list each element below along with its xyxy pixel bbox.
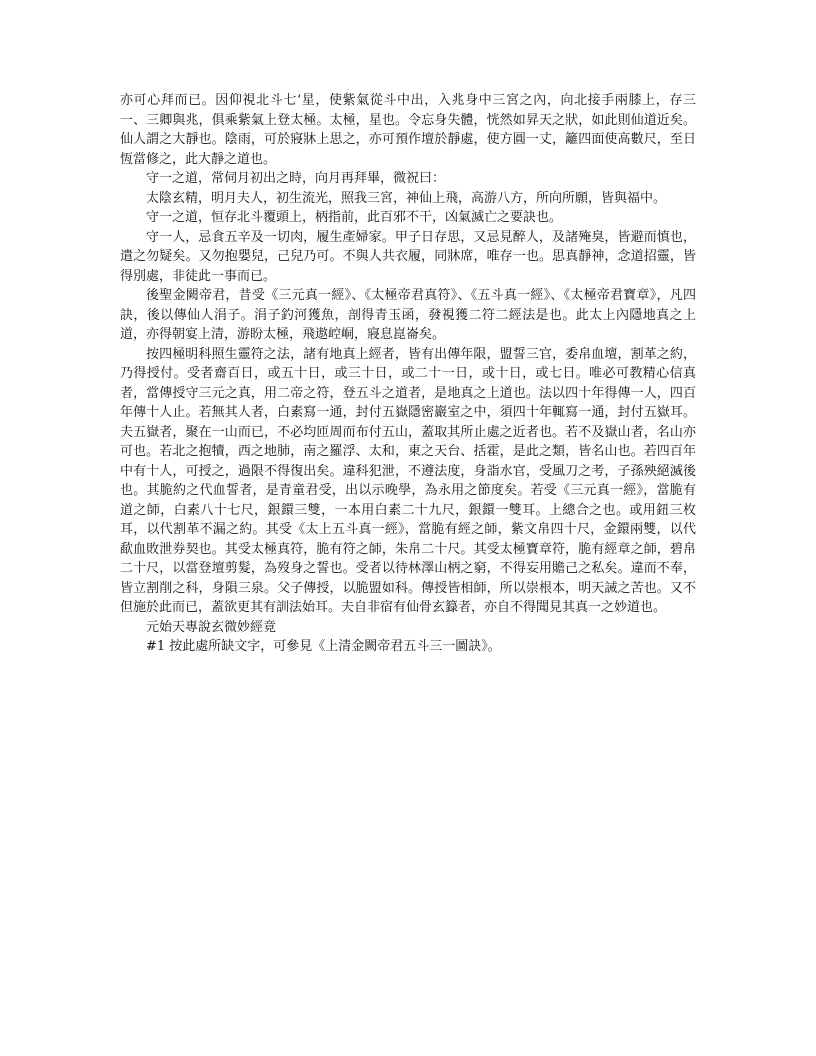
paragraph-7: 按四極明科照生靈符之法，諸有地真上經者，皆有出傳年限，盟誓三官，委帛血壇，割革之約，乃得授付。受者齋百日，或五十日，或三十日，或二十一日，或十日，或七日。唯必可教精心信真者，當傳授守三元之真，用二帝之符，登五斗之道者，是地真之上道也。法以四十年得傳一人，四百年傳十人止。若無其人者，白素寫一通，封付五嶽隱密巖室之中，須四十年輒寫一通，封付五嶽耳。夫五嶽者，聚在一山而已，不必均匝周而布付五山，蓋取其所止處之近者也。若不及嶽山者，名山亦可也。若北之抱犢，西之地肺，南之羅浮、太和，東之天台、括霍，是此之類，皆名山也。若四百年中有十人，可授之，過限不得復出矣。違科犯泄，不遵法度，身詣水官，受風刀之考，子孫殃絕滅後也。其脆約之代血誓者，是青童君受，出以示晚學，為永用之節度矣。若受《三元真一經》，當脆有道之師，白素八十七尺，銀鐶三雙，一本用白素二十九尺，銀鐶一雙耳。上總合之也。或用鈕三枚耳，以代割革不漏之約。其受《太上五斗真一經》，當脆有經之師，紫文帛四十尺，金鐶兩雙，以代歃血敗泄券契也。其受太極真符，脆有符之師，朱帛二十尺。其受太極寶章符，脆有經章之師，碧帛二十尺，以當登壇剪髮，為歿身之誓也。受者以待林澤山柄之窮，不得妄用贍己之私矣。違而不奉，皆立割削之科，身隕三泉。父子傳授，以脆盟如科。傳授皆相師，所以崇根本，明天誡之苦也。又不但施於此而已，蓋欲更其有訓法始耳。夫自非宿有仙骨玄籙者，亦自不得聞見其真一之妙道也。 bbox=[120, 346, 696, 615]
document-page bbox=[120, 91, 696, 657]
paragraph-1: 亦可心拜而已。因仰視北斗七‘星，使紫氣從斗中出，入兆身中三宮之內，向北接手兩膝上，存三一、三卿與兆，俱乘紫氣上登太極。太極，星也。令忘身失體，恍然如昇天之狀，如此則仙道近矣。仙人謂之大靜也。陰雨，可於寢牀上思之，亦可預作壇於靜處，使方圓一丈，籬四面使高數尺，至日恆當修之，此大靜之道也。 bbox=[120, 93, 696, 167]
paragraph-4: 守一之道，恒存北斗覆頭上，柄指前，此百邪不干，凶氣滅亡之要訣也。 bbox=[146, 210, 563, 225]
footnote: #1 按此處所缺文字，可參見《上清金闕帝君五斗三一圖訣》。 bbox=[146, 639, 501, 654]
paragraph-6: 後聖金闕帝君，昔受《三元真一經》、《太極帝君真符》、《五斗真一經》、《太極帝君寶章》，凡四訣，後以傳仙人涓子。涓子釣河獲魚，剖得青玉函，發視獲二符二經法是也。此太上內隱地真之上道，亦得朝宴上清，游盼太極，飛遨崆峒，寢息崑崙矣。 bbox=[120, 288, 696, 342]
paragraph-2: 守一之道，常伺月初出之時，向月再拜畢，微祝曰： bbox=[146, 171, 446, 186]
paragraph-3: 太陰玄精，明月夫人，初生流光，照我三宮，神仙上飛，高游八方，所向所願，皆與福中。 bbox=[146, 190, 667, 206]
paragraph-5: 守一人，忌食五辛及一切肉，履生產婦家。甲子日存思，又忌見醉人，及諸殗臭，皆避而慎也，遣之勿疑矣。又勿抱嬰兒，己兒乃可。不與人共衣履，同牀席，唯存一也。思真靜神，念道招靈，皆得別處，非徒此一事而已。 bbox=[120, 229, 696, 284]
end-title: 元始天專說玄微妙經竟 bbox=[146, 619, 277, 635]
